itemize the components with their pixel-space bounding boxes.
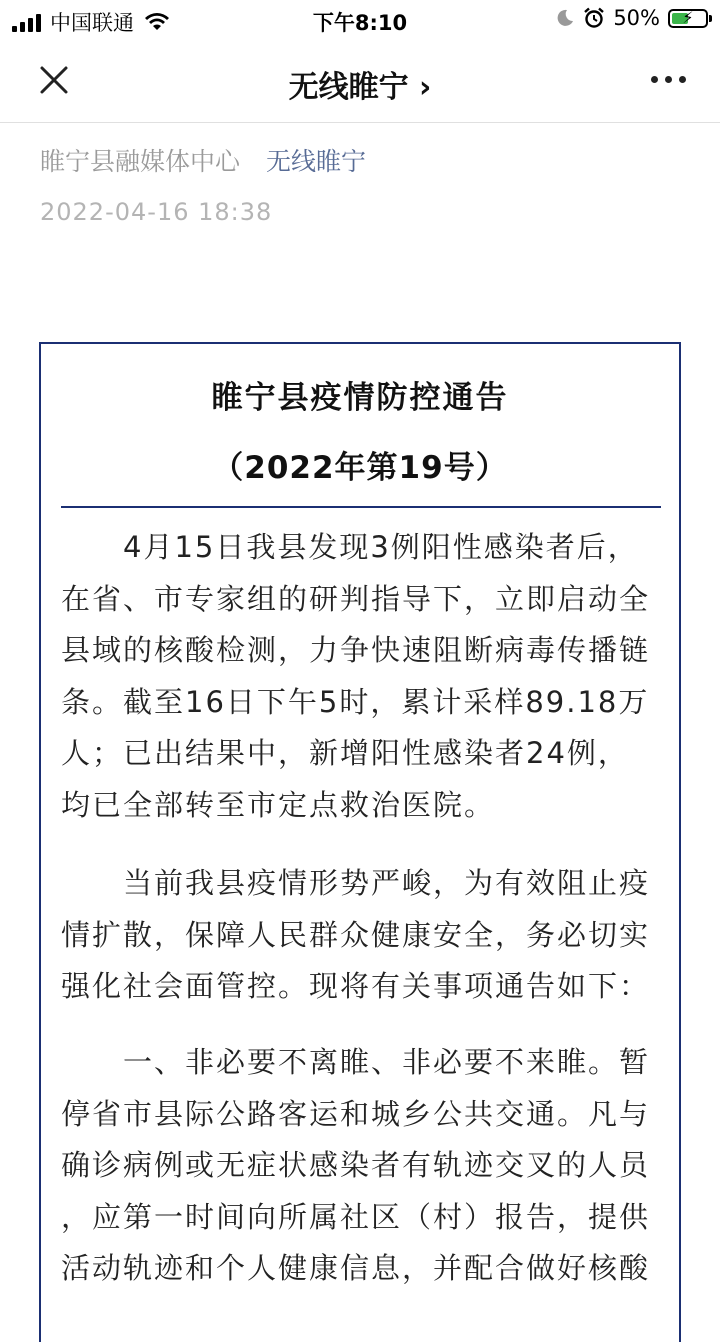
paragraph-line: 确诊病例或无症状感染者有轨迹交叉的人员 [61,1148,651,1182]
status-time: 下午8:10 [312,11,408,35]
paragraph-line: 人；已出结果中，新增阳性感染者24例， [61,736,629,770]
paragraph-3 [61,1037,661,1295]
paragraph-line: 情扩散，保障人民群众健康安全，务必切实 [61,917,651,952]
title-divider [61,506,661,508]
nav-bar [0,40,720,122]
paragraph-line: 一、非必要不离睢、非必要不来睢。暂 [61,1045,651,1079]
paragraph-line: 强化社会面管控。现将有关事项通告如下： [61,969,651,1003]
paragraph-line: 当前我县疫情形势严峻，为有效阻止疫 [61,866,651,900]
article-author: 睢宁县融媒体中心 [40,147,241,176]
paragraph-line: 县域的核酸检测，力争快速阻断病毒传播链 [61,633,651,667]
paragraph-line: 停省市县际公路客运和城乡公共交通。凡与 [61,1096,651,1131]
paragraph-line: 均已全部转至市定点救治医院。 [61,787,496,822]
account-link[interactable]: 无线睢宁 [265,147,366,176]
notice-number: （2022年第19号） [212,450,508,486]
paragraph-line: 4月15日我县发现3例阳性感染者后， [61,530,639,564]
paragraph-line: 条。截至16日下午5时，累计采样89.18万 [61,684,650,719]
notice-box [39,342,681,1342]
nav-divider [0,122,720,123]
article-meta [40,142,366,178]
carrier-name: 中国联通 [50,11,134,35]
battery-charging-icon: ⚡ [668,9,708,28]
alarm-clock-icon [583,7,605,29]
paragraph-2 [61,858,661,1013]
status-bar [0,0,720,40]
moon-icon [555,8,575,28]
paragraph-line: 在省、市专家组的研判指导下，立即启动全 [61,581,651,616]
battery-percent: 50% [613,6,660,30]
more-options-icon[interactable] [651,76,686,83]
notice-title: 睢宁县疫情防控通告 [211,380,509,416]
paragraph-line: 活动轨迹和个人健康信息，并配合做好核酸 [61,1251,651,1285]
status-right [555,6,708,30]
nav-title[interactable]: 无线睢宁 › [288,70,432,105]
paragraph-1 [61,522,661,831]
paragraph-line: ，应第一时间向所属社区（村）报告，提供 [61,1199,651,1234]
publish-date: 2022-04-16 18:38 [40,198,273,226]
